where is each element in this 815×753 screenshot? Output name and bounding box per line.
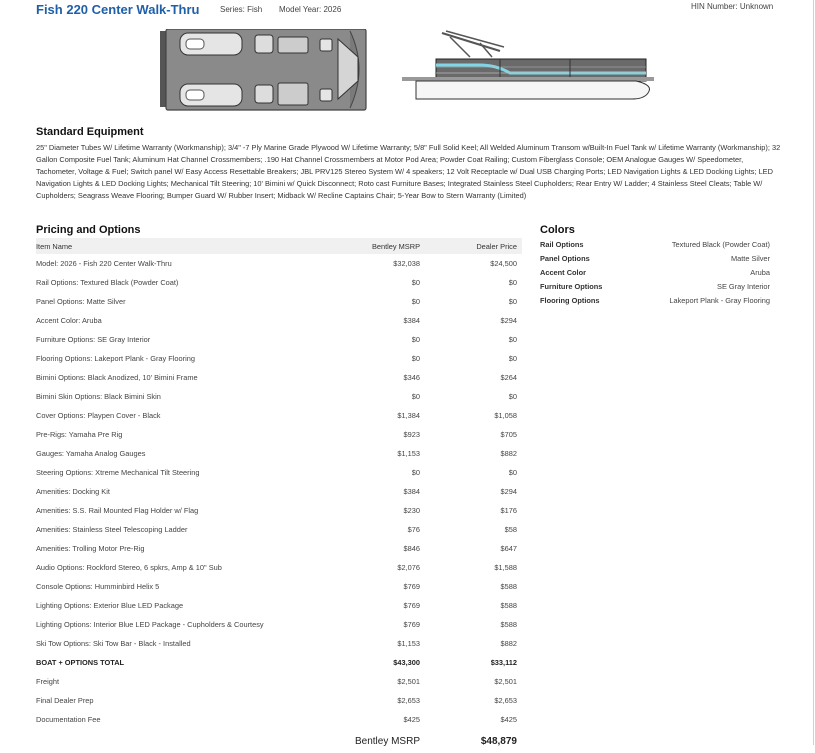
item-name-cell: Panel Options: Matte Silver	[36, 297, 126, 306]
colors-list	[540, 240, 770, 310]
item-name-cell: Model: 2026 - Fish 220 Center Walk-Thru	[36, 259, 172, 268]
item-name-cell: Bimini Options: Black Anodized, 10' Bimini Frame	[36, 373, 198, 382]
item-name-cell: Lighting Options: Interior Blue LED Package - Cupholders & Courtesy	[36, 620, 264, 629]
table-row	[36, 406, 522, 425]
dealer-price-cell: $24,500	[490, 259, 517, 268]
color-row	[540, 282, 770, 296]
item-name-cell: Ski Tow Options: Ski Tow Bar - Black - Installed	[36, 639, 191, 648]
dealer-price-cell: $0	[508, 392, 517, 401]
msrp-cell: $0	[411, 278, 420, 287]
dealer-price-cell: $882	[500, 449, 517, 458]
item-name-cell: Audio Options: Rockford Stereo, 6 spkrs, Amp & 10" Sub	[36, 563, 222, 572]
msrp-cell: $0	[411, 354, 420, 363]
dealer-price-cell: $647	[500, 544, 517, 553]
msrp-cell: $1,153	[397, 639, 420, 648]
table-row	[36, 254, 522, 273]
item-name-cell: Amenities: S.S. Rail Mounted Flag Holder w/ Flag	[36, 506, 199, 515]
table-row	[36, 425, 522, 444]
color-row	[540, 240, 770, 254]
table-row	[36, 463, 522, 482]
fee-row	[36, 691, 522, 710]
dealer-price-cell: $58	[504, 525, 517, 534]
dealer-price-cell: $882	[500, 639, 517, 648]
pricing-heading: Pricing and Options	[36, 224, 141, 236]
dealer-price-cell: $0	[508, 297, 517, 306]
msrp-cell: $425	[403, 715, 420, 724]
msrp-cell: $769	[403, 620, 420, 629]
dealer-price-cell: $33,112	[490, 658, 517, 667]
dealer-price-cell: $425	[500, 715, 517, 724]
grand-total-row	[36, 729, 522, 753]
msrp-cell: $2,076	[397, 563, 420, 572]
item-name-cell: Furniture Options: SE Gray Interior	[36, 335, 151, 344]
color-label: Panel Options	[540, 254, 590, 263]
table-row	[36, 558, 522, 577]
item-name-cell: Console Options: Humminbird Helix 5	[36, 582, 160, 591]
dealer-price-cell: $0	[508, 335, 517, 344]
msrp-cell: $1,384	[397, 411, 420, 420]
msrp-cell: $384	[403, 316, 420, 325]
color-value: Matte Silver	[730, 254, 770, 263]
msrp-cell: Bentley MSRP	[371, 241, 420, 251]
item-name-cell: Item Name	[36, 241, 73, 251]
msrp-cell: $0	[411, 297, 420, 306]
hin-label: HIN Number: Unknown	[691, 2, 774, 11]
table-header-row	[36, 238, 522, 254]
dealer-price-cell: $588	[500, 620, 517, 629]
item-name-cell: Bimini Skin Options: Black Bimini Skin	[36, 392, 161, 401]
dealer-price-cell: $264	[500, 373, 517, 382]
item-name-cell: Lighting Options: Exterior Blue LED Package	[36, 601, 184, 610]
grand-total-spacer	[36, 729, 336, 753]
boat-top-view-image	[160, 29, 370, 111]
grand-total-value: $48,879	[480, 735, 517, 747]
msrp-cell: $0	[411, 392, 420, 401]
item-name-cell: Amenities: Docking Kit	[36, 487, 110, 496]
table-row	[36, 292, 522, 311]
msrp-cell: $0	[411, 335, 420, 344]
table-row	[36, 368, 522, 387]
item-name-cell: Freight	[36, 677, 60, 686]
table-row	[36, 501, 522, 520]
table-row	[36, 596, 522, 615]
dealer-price-cell: $2,653	[494, 696, 517, 705]
item-name-cell: Amenities: Stainless Steel Telescoping Ladder	[36, 525, 188, 534]
page-edge-line	[813, 0, 814, 745]
color-label: Rail Options	[540, 240, 584, 249]
table-row	[36, 349, 522, 368]
dealer-price-cell: $0	[508, 278, 517, 287]
dealer-price-cell: $176	[500, 506, 517, 515]
msrp-cell: $346	[403, 373, 420, 382]
item-name-cell: Gauges: Yamaha Analog Gauges	[36, 449, 146, 458]
item-name-cell: Flooring Options: Lakeport Plank - Gray Flooring	[36, 354, 195, 363]
msrp-cell: $43,300	[393, 658, 420, 667]
color-label: Flooring Options	[540, 296, 600, 305]
standard-equipment-heading: Standard Equipment	[36, 126, 144, 138]
boat-side-view-image	[400, 29, 656, 111]
item-name-cell: Steering Options: Xtreme Mechanical Tilt Steering	[36, 468, 200, 477]
msrp-cell: $2,653	[397, 696, 420, 705]
total-row	[36, 653, 522, 672]
color-value: Textured Black (Powder Coat)	[671, 240, 770, 249]
color-value: Aruba	[750, 268, 770, 277]
table-row	[36, 387, 522, 406]
msrp-cell: $846	[403, 544, 420, 553]
item-name-cell: Documentation Fee	[36, 715, 101, 724]
table-row	[36, 311, 522, 330]
item-name-cell: Final Dealer Prep	[36, 696, 94, 705]
msrp-cell: $384	[403, 487, 420, 496]
color-value: Lakeport Plank - Gray Flooring	[669, 296, 770, 305]
table-row	[36, 482, 522, 501]
model-year-label: Model Year: 2026	[279, 5, 342, 14]
msrp-cell: $230	[403, 506, 420, 515]
dealer-price-cell: $588	[500, 582, 517, 591]
table-row	[36, 330, 522, 349]
item-name-cell: Cover Options: Playpen Cover - Black	[36, 411, 161, 420]
msrp-cell: $769	[403, 582, 420, 591]
dealer-price-cell: $294	[500, 487, 517, 496]
color-row	[540, 254, 770, 268]
msrp-cell: $1,153	[397, 449, 420, 458]
table-row	[36, 577, 522, 596]
table-row	[36, 520, 522, 539]
color-label: Furniture Options	[540, 282, 603, 291]
table-row	[36, 634, 522, 653]
colors-heading: Colors	[540, 224, 575, 236]
msrp-cell: $2,501	[397, 677, 420, 686]
dealer-price-cell: Dealer Price	[476, 241, 517, 251]
grand-total-label: Bentley MSRP	[354, 735, 420, 747]
series-label: Series: Fish	[220, 5, 263, 14]
color-label: Accent Color	[540, 268, 586, 277]
msrp-cell: $769	[403, 601, 420, 610]
table-row	[36, 444, 522, 463]
item-name-cell: Rail Options: Textured Black (Powder Coat)	[36, 278, 179, 287]
dealer-price-cell: $294	[500, 316, 517, 325]
table-row	[36, 615, 522, 634]
item-name-cell: BOAT + OPTIONS TOTAL	[36, 658, 125, 667]
table-row	[36, 539, 522, 558]
dealer-price-cell: $1,588	[494, 563, 517, 572]
dealer-price-cell: $705	[500, 430, 517, 439]
standard-equipment-text: 25" Diameter Tubes W/ Lifetime Warranty (Workmanship); 3/4" -7 Ply Marine Grade Plywood W/ Lifetime Warranty; 5/8" Full Solid Keel; All Welded Aluminum Transom w/Built-In Fuel Tank w/ Lifetime Warranty (Workmanship); 32 Gallon Composite Fuel Tank; Aluminum Hat Channel Crossmembers; .190 Hat Channel Crossmembers at Motor Pod Area; Powder Coat Railing; Custom Fiberglass Console; OEM Analogue Gauges W/ Speedometer, Tachometer, Voltage & Fuel; Switch panel W/ Easy Access Resettable Breakers; JBL PRV125 Stereo System W/ 4 speakers; 12 Volt Receptacle w/ Dual USB Charging Ports; LED Navigation Lights & LED Docking Lights; LED Navigation Lights & LED Docking Lights; Mechanical Tilt Steering; 10' Bimini w/ Quick Disconnect; Roto cast Furniture Bases; Integrated Stainless Steel Cupholders; Rear Entry W/ Ladder; 4 Stainless Steel Cleats; Table W/ Cupholders; Seagrass Weave Flooring; Bumper Guard W/ Rubber Insert; Midback W/ Recline Captains Chair; 5-Year Bow to Stern Warranty (Limited)	[36, 143, 781, 201]
msrp-cell: $0	[411, 468, 420, 477]
item-name-cell: Accent Color: Aruba	[36, 316, 102, 325]
fee-row	[36, 710, 522, 729]
table-row	[36, 273, 522, 292]
item-name-cell: Amenities: Trolling Motor Pre-Rig	[36, 544, 145, 553]
pricing-table	[36, 238, 522, 753]
dealer-price-cell: $1,058	[494, 411, 517, 420]
page-title: Fish 220 Center Walk-Thru	[36, 2, 200, 17]
item-name-cell: Pre-Rigs: Yamaha Pre Rig	[36, 430, 123, 439]
dealer-price-cell: $2,501	[494, 677, 517, 686]
color-row	[540, 268, 770, 282]
msrp-cell: $923	[403, 430, 420, 439]
msrp-cell: $76	[407, 525, 420, 534]
color-value: SE Gray Interior	[717, 282, 770, 291]
msrp-cell: $32,038	[393, 259, 420, 268]
dealer-price-cell: $0	[508, 468, 517, 477]
dealer-price-cell: $588	[500, 601, 517, 610]
dealer-price-cell: $0	[508, 354, 517, 363]
fee-row	[36, 672, 522, 691]
color-row	[540, 296, 770, 310]
